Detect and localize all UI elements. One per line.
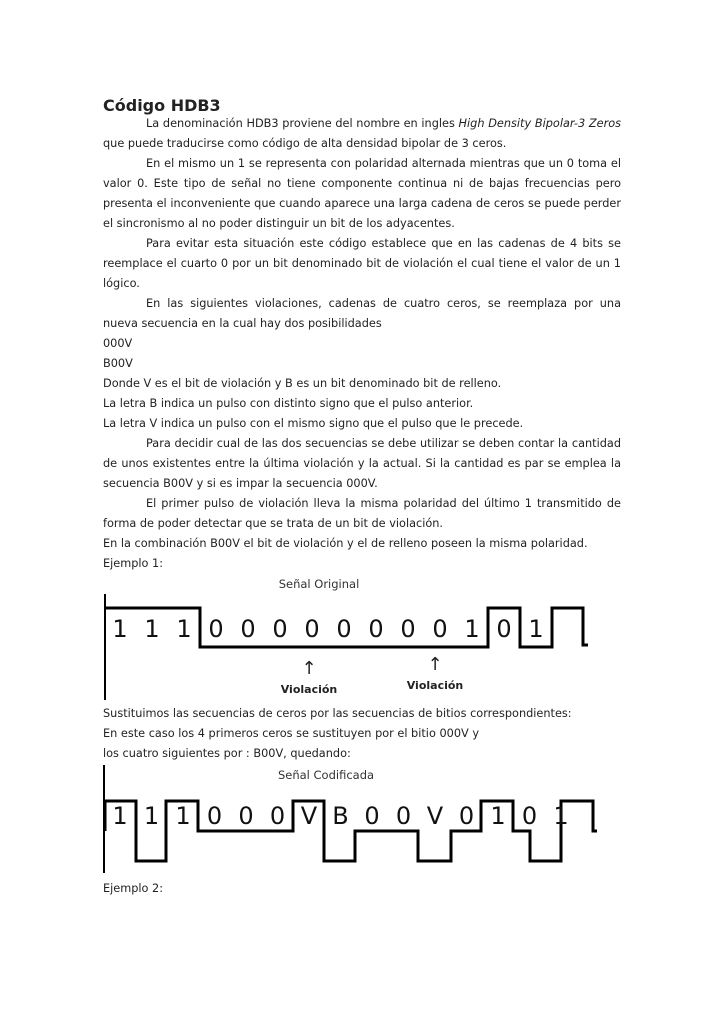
intro-text: La denominación HDB3 proviene del nombre en ingles	[146, 117, 459, 130]
sequence-000v: 000V	[103, 337, 133, 350]
original-bit-10: 0	[400, 615, 416, 643]
original-bit-8: 0	[336, 615, 352, 643]
paragraph-decision: Para decidir cual de las dos secuencias se debe utilizar se deben contar la cantidad de unos existentes entre la última violación y la actual. Si la cantidad es par se emplea la secuencia B00V y si es impar la secuencia 000V.	[103, 437, 621, 490]
violation-arrow-1: ↑	[301, 658, 317, 679]
sequence-b00v: B00V	[103, 357, 133, 370]
original-bit-12: 1	[464, 615, 480, 643]
encoded-bit-15: 1	[553, 802, 569, 830]
violation-label-1: Violación	[280, 683, 338, 696]
encoded-bit-9: 0	[364, 802, 380, 830]
example-1-label: Ejemplo 1:	[103, 557, 164, 570]
encoded-bit-10: 0	[395, 802, 412, 830]
line-b00v-polarity: En la combinación B00V el bit de violación y el de relleno poseen la misma polaridad.	[103, 537, 588, 550]
encoded-bit-2: 1	[143, 802, 160, 830]
line-substitution: Sustituimos las secuencias de ceros por las secuencias de bitios correspondientes:	[103, 707, 572, 720]
encoded-bit-5: 0	[238, 802, 254, 830]
violation-label-2: Violación	[406, 679, 464, 692]
paragraph-sequences: En las siguientes violaciones, cadenas de cuatro ceros, se reemplaza por una nueva secuencia en la cual hay dos posibilidades	[103, 297, 621, 330]
encoded-bit-14: 0	[521, 802, 538, 830]
paragraph-intro	[103, 114, 621, 154]
paragraph-violation: Para evitar esta situación este código establece que en las cadenas de 4 bits se reemplace el cuarto 0 por un bit denominado bit de violación el cual tiene el valor de un 1 lógico.	[103, 237, 621, 290]
document-body	[103, 114, 621, 899]
original-bit-6: 0	[272, 615, 288, 643]
original-bit-5: 0	[240, 615, 256, 643]
figure-title: Señal Original	[278, 577, 360, 591]
intro-italic: High Density Bipolar-3 Zeros	[458, 117, 622, 130]
original-bit-13: 0	[496, 615, 512, 643]
intro-text-end: que puede traducirse como código de alta densidad bipolar de 3 ceros.	[103, 137, 507, 150]
encoded-bit-8: B	[332, 802, 349, 830]
encoded-bit-3: 1	[175, 802, 191, 830]
paragraph-polarity: En el mismo un 1 se representa con polaridad alternada mientras que un 0 toma el valor 0. Este tipo de señal no tiene componente continua ni de bajas frecuencias pero presenta el inconveniente que cuando aparece una larga cadena de ceros se puede perder el sincronismo al no poder distinguir un bit de los adyacentes.	[103, 157, 621, 230]
original-bit-9: 0	[368, 615, 384, 643]
encoded-bit-7: V	[300, 802, 318, 830]
line-letter-v: La letra V indica un pulso con el mismo signo que el pulso que le precede.	[103, 417, 524, 430]
encoded-bit-13: 1	[490, 802, 506, 830]
violation-arrow-2: ↑	[427, 654, 443, 675]
bit-labels	[112, 615, 543, 643]
original-bit-4: 0	[208, 615, 224, 643]
line-next-zeros: los cuatro siguientes por : B00V, quedando:	[103, 747, 351, 760]
line-first-zeros: En este caso los 4 primeros ceros se sustituyen por el bitio 000V y	[103, 727, 480, 740]
figure-original-signal	[103, 576, 621, 704]
encoded-bit-6: 0	[269, 802, 286, 830]
original-bit-3: 1	[176, 615, 192, 643]
paragraph-first-pulse: El primer pulso de violación lleva la misma polaridad del último 1 transmitido de forma de poder detectar que se trata de un bit de violación.	[103, 497, 621, 530]
original-bit-7: 0	[304, 615, 320, 643]
encoded-bit-12: 0	[458, 802, 475, 830]
original-bit-14: 1	[528, 615, 544, 643]
original-bit-2: 1	[144, 615, 160, 643]
line-letter-b: La letra B indica un pulso con distinto signo que el pulso anterior.	[103, 397, 474, 410]
original-bit-1: 1	[112, 615, 128, 643]
encoded-bit-11: V	[426, 802, 444, 830]
page-title: Código HDB3	[103, 96, 221, 115]
original-bit-11: 0	[432, 615, 448, 643]
example-2-label: Ejemplo 2:	[103, 882, 164, 895]
line-definition: Donde V es el bit de violación y B es un bit denominado bit de relleno.	[103, 377, 502, 390]
figure-title: Señal Codificada	[277, 768, 375, 782]
figure-encoded-signal	[103, 765, 621, 879]
encoded-bit-1: 1	[112, 802, 128, 830]
encoded-bit-4: 0	[206, 802, 223, 830]
bit-labels	[112, 802, 568, 830]
